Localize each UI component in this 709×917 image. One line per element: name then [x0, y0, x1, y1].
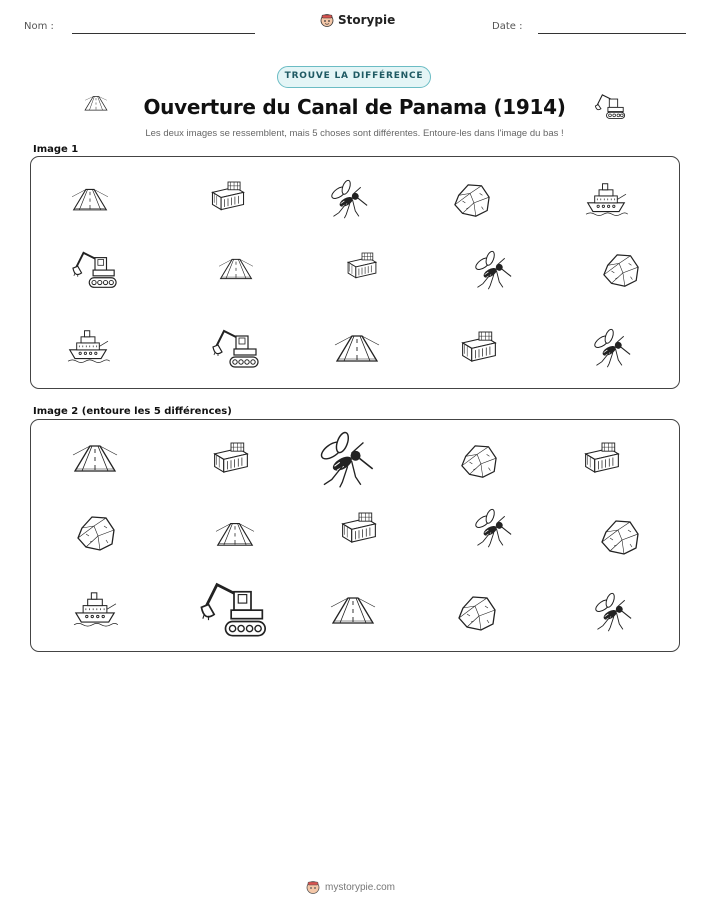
image2-label: Image 2 (entoure les 5 différences) — [33, 406, 232, 417]
image2-frame[interactable] — [30, 419, 680, 652]
lock-icon — [209, 182, 247, 210]
image2-cell-canal[interactable] — [73, 443, 117, 473]
image2-cell-mosquito[interactable] — [472, 509, 512, 547]
activity-badge: TROUVE LA DIFFÉRENCE — [277, 66, 431, 88]
date-label: Date : — [492, 21, 523, 32]
image1-cell-excavator — [212, 327, 260, 369]
image2-cell-lock[interactable] — [211, 443, 251, 472]
lock-icon — [459, 332, 499, 361]
rock-icon — [602, 252, 640, 288]
image1-cell-lock — [345, 253, 379, 278]
image2-cell-canal[interactable] — [216, 521, 254, 547]
excavator-icon — [72, 249, 118, 289]
lock-icon — [339, 513, 379, 542]
storypie-mascot-icon — [306, 880, 320, 894]
image2-cell-excavator[interactable] — [200, 579, 268, 639]
lock-icon — [345, 253, 379, 278]
image2-cell-lock[interactable] — [582, 443, 622, 472]
image1-cell-canal — [219, 257, 253, 280]
rock-icon — [76, 514, 116, 552]
canal-icon — [335, 333, 379, 363]
canal-icon — [216, 521, 254, 547]
image2-cell-lock[interactable] — [339, 513, 379, 542]
mosquito-icon — [328, 180, 368, 218]
rock-icon — [460, 443, 498, 479]
rock-icon — [453, 182, 491, 218]
image1-label: Image 1 — [33, 144, 79, 155]
mosquito-icon — [472, 509, 512, 547]
image1-cell-lock — [459, 332, 499, 361]
instructions: Les deux images se ressemblent, mais 5 choses sont différentes. Entoure-les dans l'image du bas ! — [145, 128, 564, 139]
image2-cell-rock[interactable] — [460, 443, 498, 479]
name-line[interactable] — [72, 33, 255, 34]
brand-name: Storypie — [338, 13, 396, 27]
mosquito-icon — [591, 329, 631, 367]
image1-cell-mosquito — [472, 251, 512, 289]
excavator-icon — [200, 579, 268, 639]
image1-cell-ship — [586, 182, 626, 217]
image1-cell-rock — [602, 252, 640, 288]
image1-cell-canal — [335, 333, 379, 363]
name-label: Nom : — [24, 21, 54, 32]
canal-icon — [73, 443, 117, 473]
brand-logo — [320, 13, 395, 27]
image2-cell-mosquito[interactable] — [316, 432, 374, 487]
image1-cell-mosquito — [328, 180, 368, 218]
ship-icon — [68, 329, 108, 364]
image2-cell-canal[interactable] — [331, 595, 375, 625]
footer — [306, 880, 395, 894]
lock-icon — [582, 443, 622, 472]
ship-icon — [74, 591, 116, 628]
title-excavator-icon — [594, 92, 626, 124]
page-title: Ouverture du Canal de Panama (1914) — [143, 95, 566, 119]
footer-url[interactable]: mystorypie.com — [325, 881, 396, 893]
canal-icon — [219, 257, 253, 280]
rock-icon — [457, 594, 497, 632]
date-line[interactable] — [538, 33, 686, 34]
image1-cell-canal — [72, 187, 108, 212]
lock-icon — [211, 443, 251, 472]
image1-cell-rock — [453, 182, 491, 218]
mosquito-icon — [472, 251, 512, 289]
image2-cell-mosquito[interactable] — [592, 593, 632, 631]
image2-cell-ship[interactable] — [74, 591, 116, 628]
image1-cell-excavator — [72, 249, 118, 289]
image2-cell-rock[interactable] — [76, 514, 116, 552]
excavator-icon — [212, 327, 260, 369]
canal-icon — [331, 595, 375, 625]
image2-cell-rock[interactable] — [600, 518, 640, 556]
storypie-mascot-icon — [320, 13, 334, 27]
mosquito-icon — [316, 432, 374, 487]
image1-cell-mosquito — [591, 329, 631, 367]
ship-icon — [586, 182, 626, 217]
image1-frame — [30, 156, 680, 389]
mosquito-icon — [592, 593, 632, 631]
image1-cell-lock — [209, 182, 247, 210]
image2-cell-rock[interactable] — [457, 594, 497, 632]
rock-icon — [600, 518, 640, 556]
canal-icon — [72, 187, 108, 212]
image1-cell-ship — [68, 329, 108, 364]
